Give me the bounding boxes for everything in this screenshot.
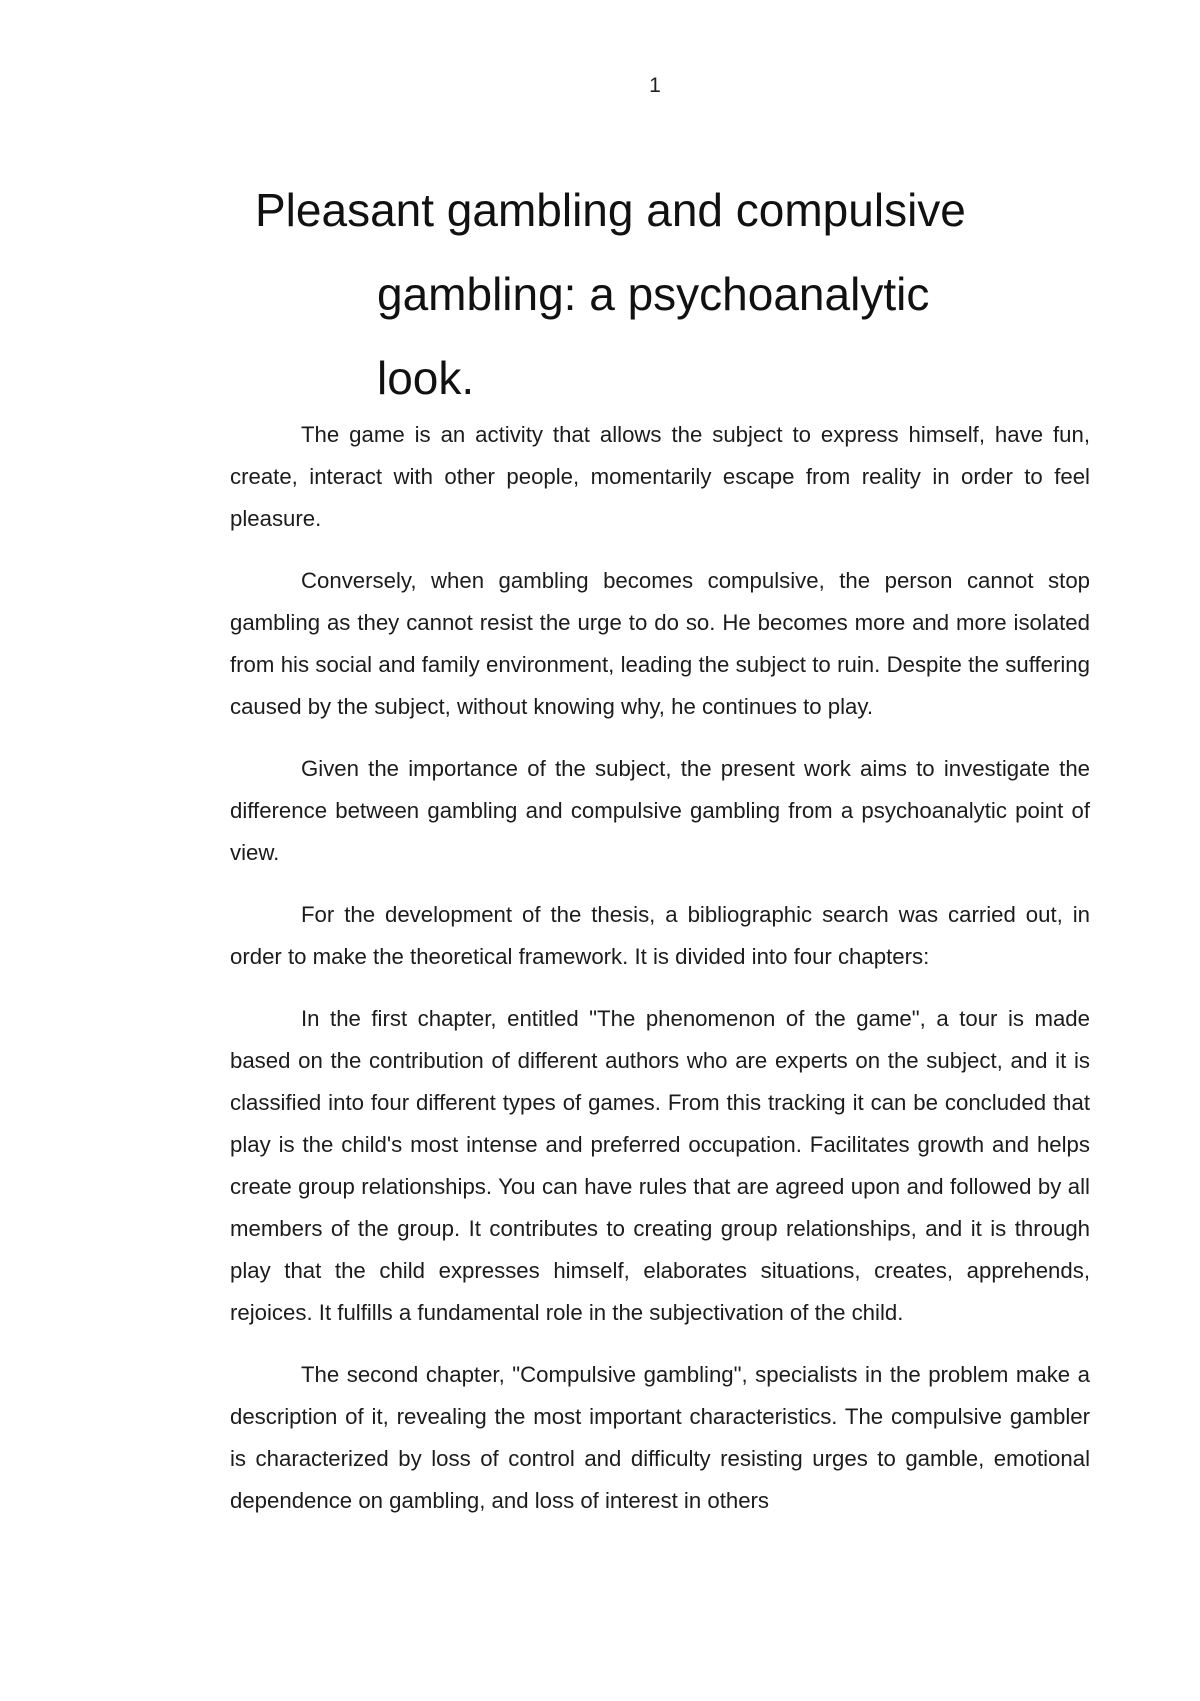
paragraph-compulsive: Conversely, when gambling becomes compulsive, the person cannot stop gambling as they cannot resist the urge to do so. He becomes more and more isolated from his social and family environment, leading the subject to ruin. Despite the suffering caused by the subject, without knowing why, he continues to play. — [230, 568, 1090, 719]
page-number: 1 — [649, 74, 661, 97]
paragraph-intro: The game is an activity that allows the subject to express himself, have fun, create, interact with other people, momentarily escape from reality in order to feel pleasure. — [230, 422, 1090, 531]
paragraph-method: For the development of the thesis, a bibliographic search was carried out, in order to make the theoretical framework. It is divided into four chapters: — [230, 902, 1090, 969]
document-title — [255, 168, 1115, 420]
paragraph-chapter-one: In the first chapter, entitled "The phenomenon of the game", a tour is made based on the contribution of different authors who are experts on the subject, and it is classified into four different types of games. From this tracking it can be concluded that play is the child's most intense and preferred occupation. Facilitates growth and helps create group relationships. You can have rules that are agreed upon and followed by all members of the group. It contributes to creating group relationships, and it is through play that the child expresses himself, elaborates situations, creates, apprehends, rejoices. It fulfills a fundamental role in the subjectivation of the child. — [230, 1006, 1090, 1325]
document-body — [230, 414, 1090, 1542]
paragraph-aim: Given the importance of the subject, the present work aims to investigate the difference between gambling and compulsive gambling from a psychoanalytic point of view. — [230, 756, 1090, 865]
title-line-3: look. — [377, 352, 475, 404]
title-line-2: gambling: a psychoanalytic — [377, 268, 930, 320]
title-line-1: Pleasant gambling and compulsive — [255, 184, 966, 236]
paragraph-chapter-two: The second chapter, "Compulsive gambling", specialists in the problem make a description of it, revealing the most important characteristics. The compulsive gambler is characterized by loss of control and difficulty resisting urges to gamble, emotional dependence on gambling, and loss of interest in others — [230, 1362, 1090, 1513]
